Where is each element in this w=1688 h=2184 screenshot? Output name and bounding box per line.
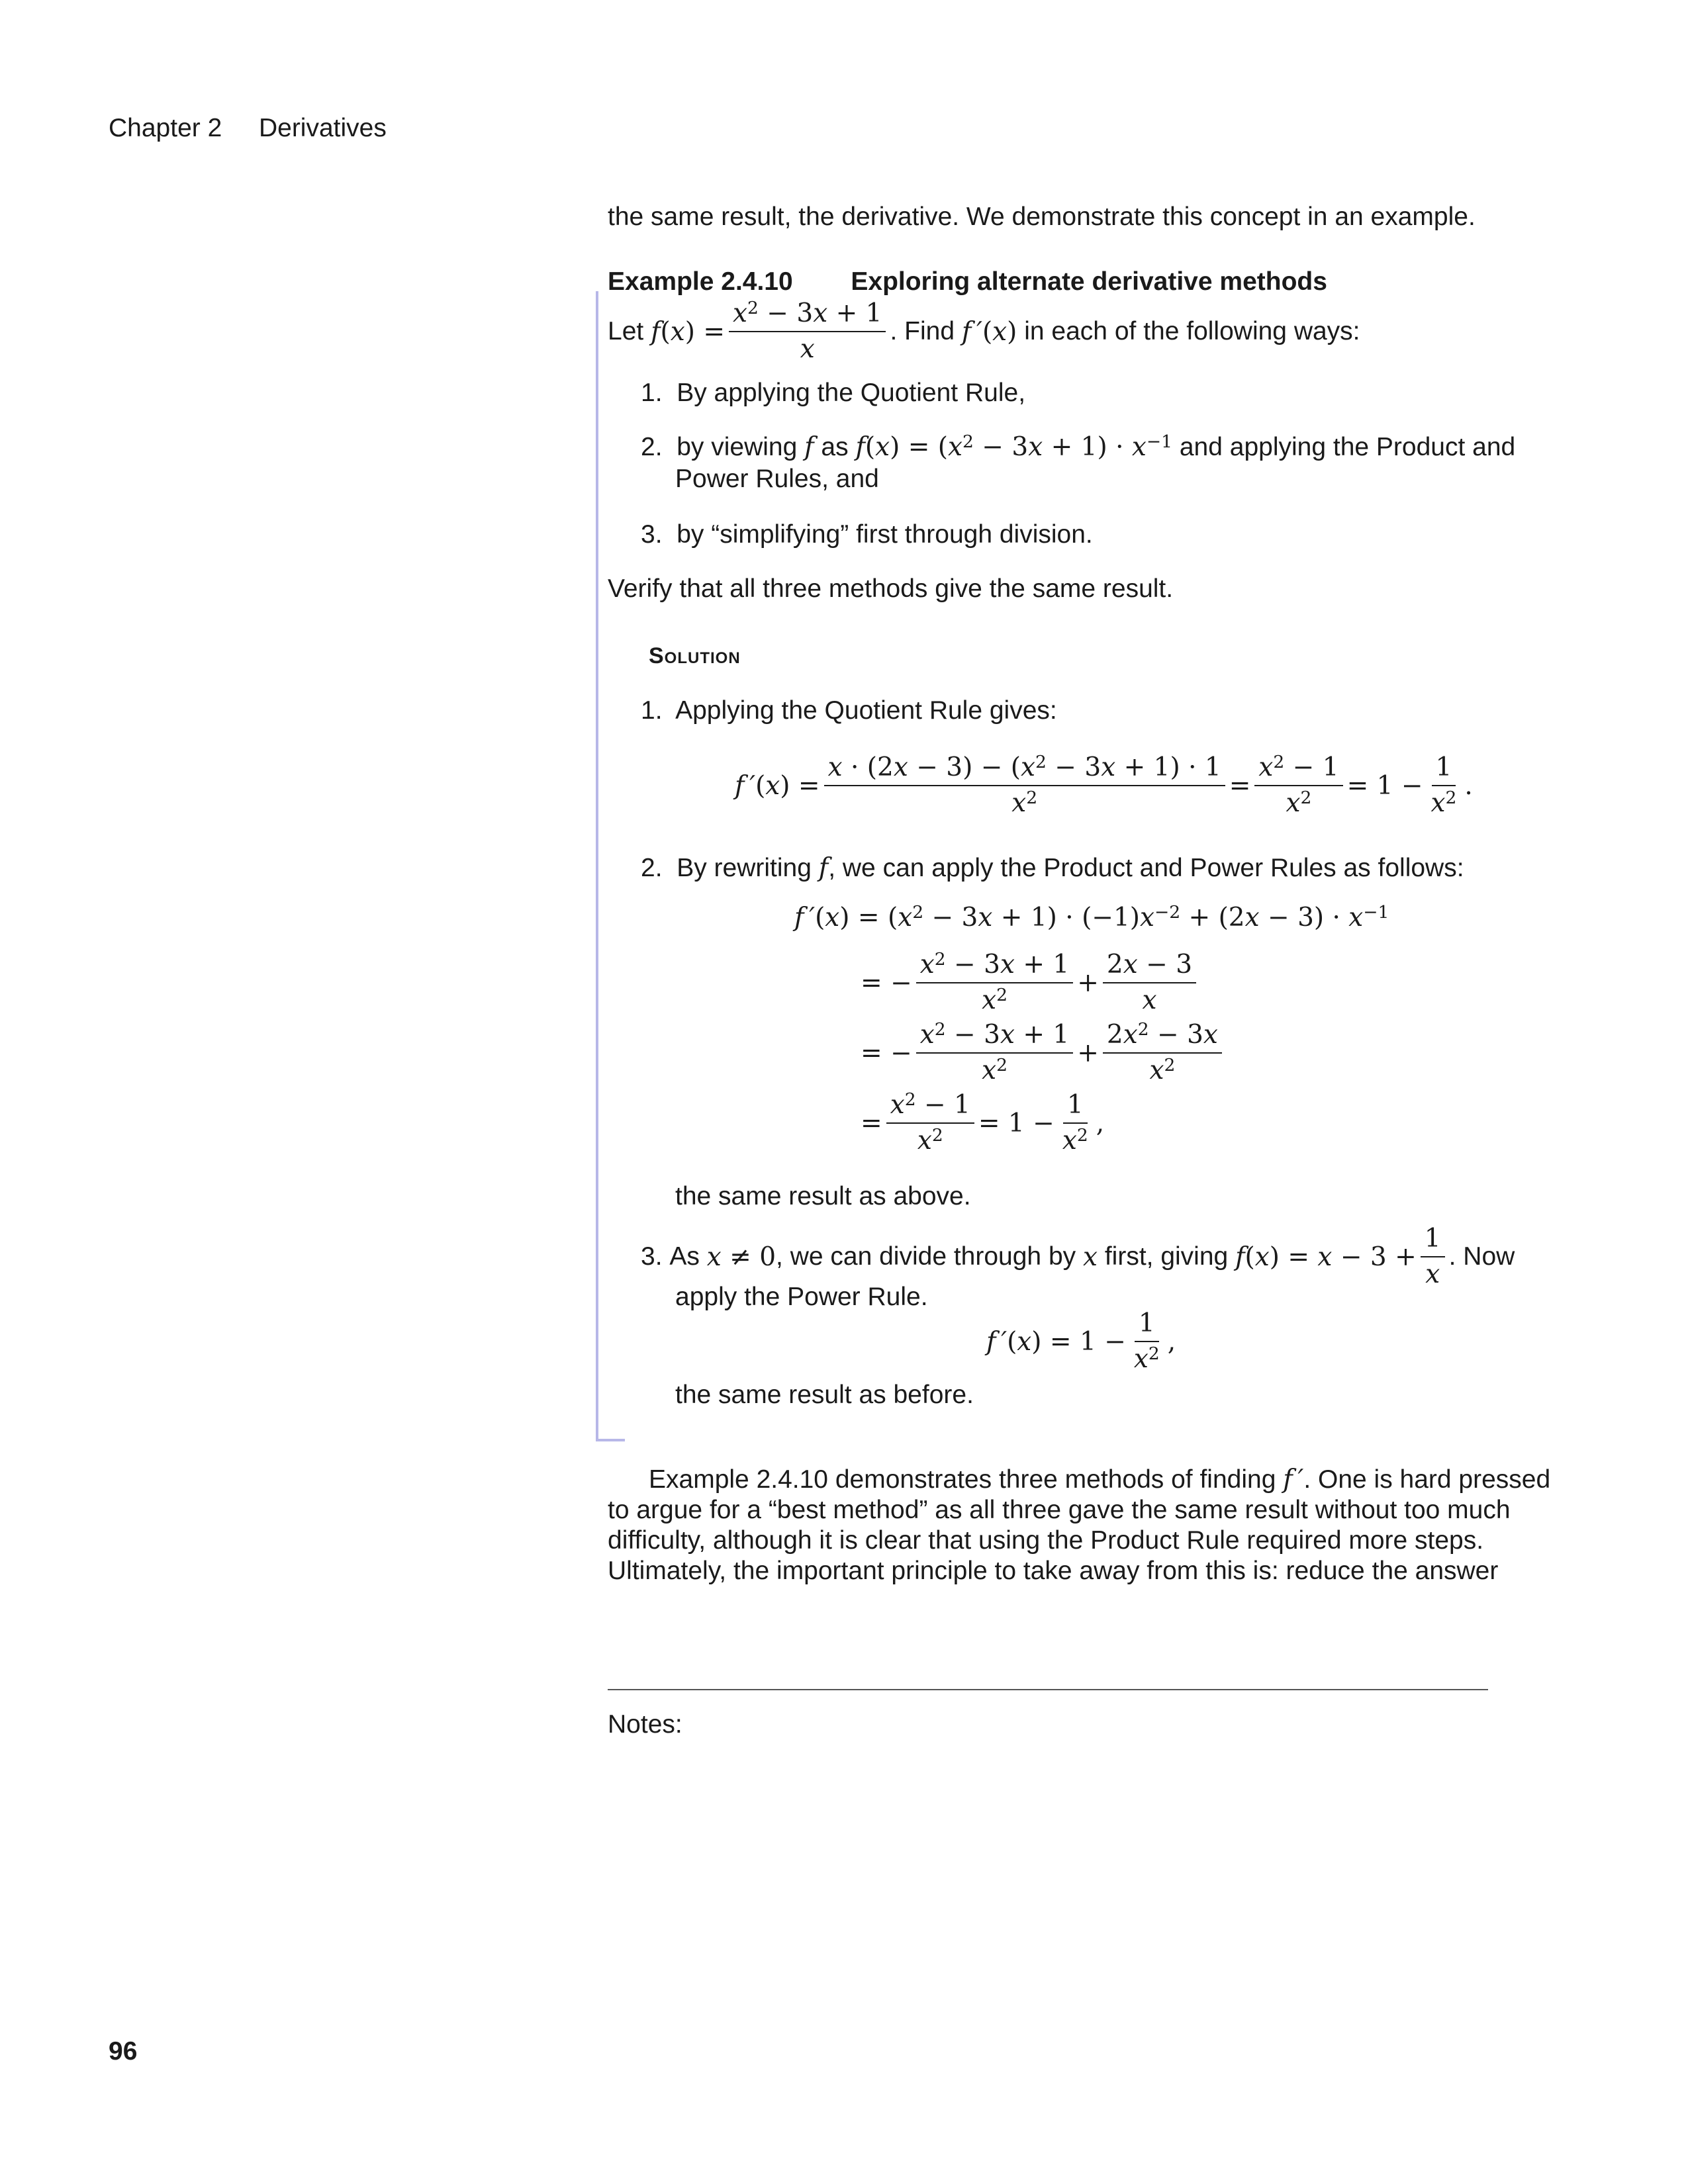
frac-num: $x^2 - 1$ (886, 1091, 974, 1124)
fraction (1058, 1091, 1092, 1156)
eq-line: f $'(x) = (x^2 - 3x + 1) \cdot (-1)x^{-2} + (2x - 3) \cdot x^{-1}$ (794, 902, 1389, 933)
step-number: 2. (641, 854, 663, 882)
solution-step (641, 852, 1464, 884)
frac-den: $x^2$ (1133, 1343, 1160, 1374)
step-after: the same result as before. (675, 1381, 974, 1409)
product-rule-line1 (794, 903, 1389, 933)
example-heading (608, 266, 1327, 298)
step-text: By rewriting (677, 854, 812, 882)
example-label: Example 2.4.10 (608, 267, 793, 296)
plus: + (1077, 1038, 1099, 1068)
period: . (1464, 770, 1473, 801)
item-number: 2. (641, 433, 663, 461)
var-x: x (670, 316, 685, 347)
page-number: 96 (109, 2037, 138, 2066)
frac-num: 1 (1432, 753, 1456, 786)
equals: = 1 − (1346, 770, 1423, 801)
let-suffix: . Find (890, 317, 955, 345)
equals: = (861, 1108, 882, 1138)
step-number: 3. (641, 1242, 663, 1271)
quotient-rule-equation (735, 753, 1473, 818)
paren: ( (660, 316, 671, 347)
let-prefix: Let (608, 317, 644, 345)
fraction (1103, 950, 1196, 1015)
comma: , (1167, 1326, 1176, 1357)
frac-den: $x^2$ (982, 1055, 1008, 1085)
equals: = 1 − (978, 1108, 1055, 1138)
chapter-label: Chapter 2 (109, 114, 222, 142)
paren: ) = (684, 316, 726, 347)
list-item (641, 519, 1093, 551)
equals: = − (861, 968, 912, 998)
step-text: Applying the Quotient Rule gives: (675, 696, 1057, 725)
plus: + (1077, 968, 1099, 998)
item-number: 1. (641, 379, 663, 407)
frac-den: x (1142, 985, 1157, 1015)
notes-divider (608, 1689, 1488, 1690)
paragraph-text: Example 2.4.10 demonstrates three methods of finding (649, 1465, 1276, 1494)
fraction (1103, 1021, 1222, 1085)
frac-den: $x^2$ (1062, 1125, 1088, 1156)
item-text: as (821, 433, 849, 461)
fraction (916, 950, 1073, 1015)
eq-lhs: f ′(x) = (735, 770, 820, 801)
step-text: , we can divide through by (776, 1242, 1076, 1271)
step-text: , we can apply the Product and Power Rules as follows: (828, 854, 1464, 882)
frac-num: $x^2 - 3x + 1$ (916, 1021, 1073, 1054)
item-text: and applying the Product and (1179, 433, 1516, 461)
list-item (641, 377, 1025, 409)
fraction (916, 1021, 1073, 1085)
frac-num: $x \cdot (2x - 3) - (x^2 - 3x + 1) \cdot 1$ (824, 753, 1225, 786)
step-line2: apply the Power Rule. (675, 1283, 928, 1311)
paragraph-line (649, 1464, 1550, 1496)
paragraph-text: . One is hard pressed (1303, 1465, 1551, 1494)
frac-num: 1 (1135, 1309, 1159, 1342)
frac-num: $x^2 - 3x + 1$ (729, 299, 886, 332)
frac-den: x (800, 334, 815, 364)
frac-num: 1 (1063, 1091, 1088, 1124)
chapter-title: Derivatives (258, 114, 387, 142)
example-rule-bar (596, 291, 598, 1441)
paragraph-line: to argue for a “best method” as all three gave the same result without too much (608, 1496, 1511, 1524)
paragraph-line: difficulty, although it is clear that using the Product Rule required more steps. (608, 1526, 1484, 1555)
step-number: 1. (641, 696, 663, 725)
frac-den: $x^2$ (1149, 1055, 1176, 1085)
verify-line: Verify that all three methods give the same result. (608, 574, 1174, 603)
paragraph-line: Ultimately, the important principle to take away from this is: reduce the answer (608, 1557, 1499, 1585)
intro-line: the same result, the derivative. We demonstrate this concept in an example. (608, 203, 1476, 231)
frac-num: $x^2 - 1$ (1254, 753, 1342, 786)
power-rule-equation (986, 1309, 1176, 1374)
find-suffix: in each of the following ways: (1024, 317, 1360, 345)
frac-den: $x^2$ (1011, 788, 1038, 818)
solution-step (641, 695, 1057, 727)
example-rule-foot (596, 1439, 625, 1441)
frac-den: $x^2$ (1286, 788, 1312, 818)
simplified-f: f(x) = x − 3 + (1235, 1242, 1417, 1272)
step-text: first, giving (1104, 1242, 1229, 1271)
item-number: 3. (641, 520, 663, 549)
example-statement (608, 299, 1360, 364)
fprime-expr: f ′(x) (961, 316, 1017, 347)
equals: = (1229, 770, 1251, 801)
item-text: by “simplifying” first through division. (677, 520, 1093, 549)
step-text: . Now (1448, 1242, 1515, 1271)
fraction (824, 753, 1225, 818)
var-f: f (818, 853, 829, 883)
var-f: f (804, 432, 814, 462)
frac-num: 2x − 3 (1103, 950, 1196, 983)
fraction (1427, 753, 1461, 818)
equals: = − (861, 1038, 912, 1068)
notes-label: Notes: (608, 1710, 682, 1739)
frac-den: $x^2$ (1430, 788, 1457, 818)
solution-heading: Solution (649, 643, 741, 668)
frac-den: $x^2$ (982, 985, 1008, 1015)
frac-num: $x^2 - 3x + 1$ (916, 950, 1073, 983)
fraction (1254, 753, 1342, 818)
frac-den: $x^2$ (917, 1125, 943, 1156)
frac-den: x (1425, 1259, 1440, 1289)
product-rule-line3 (861, 1021, 1226, 1085)
fraction (886, 1091, 974, 1156)
fraction (1130, 1309, 1164, 1374)
fraction (1421, 1224, 1445, 1289)
solution-step (641, 1224, 1515, 1289)
step-after: the same result as above. (675, 1182, 971, 1210)
step-text: As (669, 1242, 700, 1271)
fx-expr: f (651, 316, 661, 347)
fprime: f ′ (1283, 1465, 1304, 1494)
comma: , (1096, 1108, 1105, 1138)
list-item (641, 432, 1515, 463)
item-text: By applying the Quotient Rule, (677, 379, 1026, 407)
fraction-f (729, 299, 886, 364)
var-x: x (1082, 1242, 1098, 1272)
frac-num: $2x^2 - 3x$ (1103, 1021, 1222, 1054)
product-form: $f(x) = (x^2 - 3x + 1) \cdot x^{-1}$ (855, 432, 1172, 462)
item-text: by viewing (677, 433, 798, 461)
frac-num: 1 (1421, 1224, 1445, 1257)
product-rule-line4 (861, 1091, 1104, 1156)
running-header (109, 113, 387, 144)
product-rule-line2 (861, 950, 1200, 1015)
eq-lhs: f ′(x) = 1 − (986, 1326, 1126, 1357)
example-title: Exploring alternate derivative methods (851, 267, 1327, 296)
condition: x ≠ 0 (706, 1242, 776, 1272)
item-line2: Power Rules, and (675, 465, 879, 493)
